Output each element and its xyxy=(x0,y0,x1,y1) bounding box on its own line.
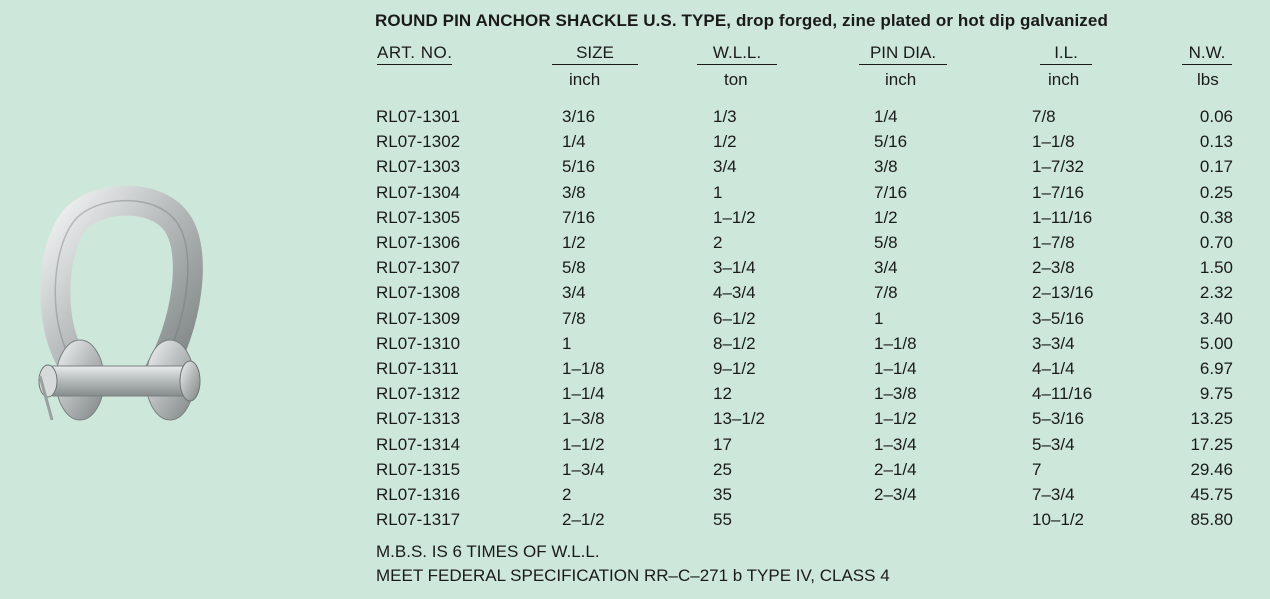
table-cell: 3/8 xyxy=(874,157,898,177)
table-cell: 13–1/2 xyxy=(713,409,765,429)
table-cell: 1–1/8 xyxy=(874,333,917,353)
table-cell: 7/8 xyxy=(562,308,586,328)
table-cell: RL07-1315 xyxy=(376,459,461,479)
table-cell: 1–1/4 xyxy=(562,384,605,404)
table-cell: 1/2 xyxy=(713,132,737,152)
header-nw xyxy=(1182,43,1232,65)
table-cell: 1–3/8 xyxy=(562,409,605,429)
header-il xyxy=(1040,43,1092,65)
table-cell: RL07-1307 xyxy=(376,258,461,278)
table-cell: 17.25 xyxy=(1190,434,1233,454)
table-cell: 1–11/16 xyxy=(1032,207,1093,227)
table-cell: 5/8 xyxy=(874,233,898,252)
table-cell: RL07-1308 xyxy=(376,283,461,303)
table-cell: 5/8 xyxy=(562,258,586,278)
table-cell: 1–7/16 xyxy=(1032,182,1084,202)
header-size xyxy=(552,43,638,65)
header-wll xyxy=(696,43,778,65)
table-cell: 1/2 xyxy=(874,207,898,227)
table-cell: 7 xyxy=(1032,459,1042,479)
table-cell: 1–1/8 xyxy=(562,359,605,378)
header-il-label: I.L. xyxy=(1040,43,1092,65)
table-cell: 0.38 xyxy=(1199,207,1233,227)
table-cell: 1/2 xyxy=(562,233,586,252)
table-cell: 2–13/16 xyxy=(1032,283,1094,303)
header-pin-dia-label: PIN DIA. xyxy=(859,43,947,65)
table-cell: RL07-1317 xyxy=(376,510,461,530)
table-cell: 1–3/8 xyxy=(874,384,917,404)
table-cell: 3–5/16 xyxy=(1032,308,1084,328)
table-cell: 6–1/2 xyxy=(713,308,756,328)
table-cell: 1–7/32 xyxy=(1032,157,1084,177)
header-pin-dia xyxy=(858,43,948,65)
table-cell: 1–3/4 xyxy=(562,459,605,479)
table-cell: 45.75 xyxy=(1190,485,1233,504)
table-cell: 1–1/8 xyxy=(1032,132,1075,152)
unit-nw: lbs xyxy=(1197,70,1219,89)
table-cell: 7/8 xyxy=(874,283,898,303)
table-cell: 1–1/2 xyxy=(874,409,917,429)
table-cell: RL07-1309 xyxy=(376,308,461,328)
table-cell: 1/4 xyxy=(562,132,586,152)
table-cell: 1/4 xyxy=(874,107,898,126)
header-wll-label: W.L.L. xyxy=(697,43,777,65)
table-cell: 25 xyxy=(713,459,732,479)
table-cell: 2 xyxy=(562,485,572,504)
table-cell: 10–1/2 xyxy=(1032,510,1084,530)
table-cell: 35 xyxy=(713,485,732,504)
table-cell: 3.40 xyxy=(1199,308,1233,328)
table-cell: RL07-1311 xyxy=(376,359,459,378)
table-cell: 2–1/2 xyxy=(562,510,605,530)
note-specification: MEET FEDERAL SPECIFICATION RR–C–271 b TYPE IV, CLASS 4 xyxy=(376,566,890,585)
table-cell: 1–7/8 xyxy=(1032,233,1075,252)
table-cell: 9.75 xyxy=(1199,384,1233,404)
unit-wll: ton xyxy=(724,70,748,89)
header-art-no-label: ART. NO. xyxy=(377,43,452,65)
table-cell: 3/4 xyxy=(713,157,737,177)
header-art-no xyxy=(377,43,452,65)
table-cell: 4–11/16 xyxy=(1032,384,1093,404)
table-cell: 0.06 xyxy=(1199,107,1233,126)
table-cell: 8–1/2 xyxy=(713,333,756,353)
table-cell: 2.32 xyxy=(1199,283,1233,303)
table-cell: 1–1/2 xyxy=(713,207,756,227)
anchor-shackle-icon xyxy=(20,180,210,440)
table-cell: 2–3/4 xyxy=(874,485,917,504)
table-cell: 85.80 xyxy=(1190,510,1233,530)
unit-pin-dia: inch xyxy=(885,70,917,89)
table-cell: RL07-1302 xyxy=(376,132,461,152)
table-cell: 55 xyxy=(713,510,732,530)
table-cell: RL07-1314 xyxy=(376,434,461,454)
header-nw-label: N.W. xyxy=(1182,43,1232,65)
table-cell: 3/4 xyxy=(562,283,586,303)
table-cell: 5/16 xyxy=(562,157,596,177)
table-cell: 3/4 xyxy=(874,258,898,278)
header-size-label: SIZE xyxy=(552,43,638,65)
table-cell: 1–1/2 xyxy=(562,434,605,454)
table-cell: 0.13 xyxy=(1199,132,1233,152)
table-cell: 9–1/2 xyxy=(713,359,756,378)
table-cell: 1 xyxy=(562,333,572,353)
table-cell: 12 xyxy=(713,384,732,404)
table-cell: 13.25 xyxy=(1190,409,1233,429)
table-cell: 7/8 xyxy=(1032,107,1056,126)
table-cell: 3–3/4 xyxy=(1032,333,1075,353)
table-cell: 2 xyxy=(713,233,723,252)
table-cell: RL07-1301 xyxy=(376,107,461,126)
table-cell: 4–1/4 xyxy=(1032,359,1075,378)
table-cell: RL07-1312 xyxy=(376,384,461,404)
table-cell: 5–3/16 xyxy=(1032,409,1084,429)
table-cell: RL07-1303 xyxy=(376,157,461,177)
table-cell: 7/16 xyxy=(874,182,908,202)
table-cell: 1 xyxy=(874,308,884,328)
page-title: ROUND PIN ANCHOR SHACKLE U.S. TYPE, drop forged, zine plated or hot dip galvanized xyxy=(375,11,1108,30)
table-cell: 17 xyxy=(713,434,732,454)
table-cell: 7/16 xyxy=(562,207,596,227)
table-cell: 1–1/4 xyxy=(874,359,917,378)
table-cell: 29.46 xyxy=(1190,459,1233,479)
unit-size: inch xyxy=(569,70,601,89)
table-cell: 7–3/4 xyxy=(1032,485,1075,504)
note-mbs: M.B.S. IS 6 TIMES OF W.L.L. xyxy=(376,542,600,561)
table-cell: 0.70 xyxy=(1199,233,1233,252)
table-cell: 1 xyxy=(713,182,723,202)
unit-il: inch xyxy=(1048,70,1080,89)
table-cell: RL07-1305 xyxy=(376,207,461,227)
table-cell: 0.25 xyxy=(1199,182,1233,202)
table-cell: 5.00 xyxy=(1199,333,1233,353)
table-cell: 2–3/8 xyxy=(1032,258,1075,278)
table-cell: 3/8 xyxy=(562,182,586,202)
table-cell: 5/16 xyxy=(874,132,908,152)
table-cell: 4–3/4 xyxy=(713,283,756,303)
table-cell: RL07-1316 xyxy=(376,485,461,504)
table-cell: RL07-1304 xyxy=(376,182,461,202)
table-cell: 3–1/4 xyxy=(713,258,756,278)
table-cell: 6.97 xyxy=(1199,359,1233,378)
table-cell: RL07-1313 xyxy=(376,409,461,429)
table-cell: RL07-1310 xyxy=(376,333,461,353)
table-cell: 3/16 xyxy=(562,107,596,126)
table-cell: 0.17 xyxy=(1199,157,1233,177)
table-cell: 2–1/4 xyxy=(874,459,917,479)
table-cell: 5–3/4 xyxy=(1032,434,1075,454)
table-cell: 1.50 xyxy=(1199,258,1233,278)
table-cell: RL07-1306 xyxy=(376,233,461,252)
table-cell: 1–3/4 xyxy=(874,434,917,454)
table-cell: 1/3 xyxy=(713,107,737,126)
